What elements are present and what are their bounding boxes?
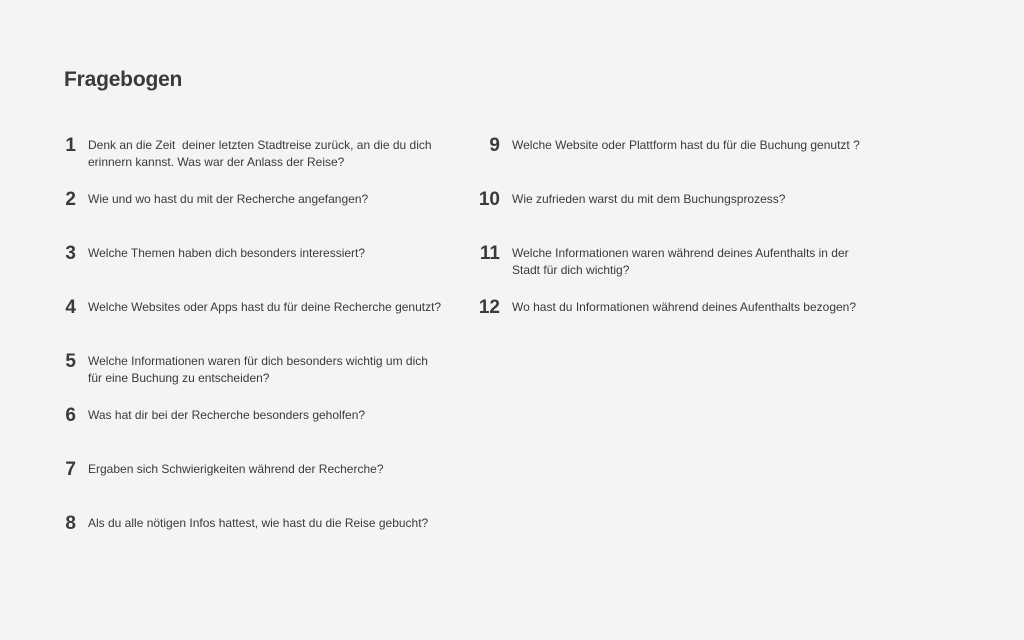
question-number: 11 <box>479 243 500 264</box>
question-text: Was hat dir bei der Recherche besonders geholfen? <box>88 408 366 422</box>
question-number: 10 <box>478 189 500 210</box>
question-text: Welche Informationen waren während deines Aufenthalts in der Stadt für dich wichtig? <box>512 246 849 277</box>
question-item <box>56 406 456 460</box>
question-text: Welche Themen haben dich besonders interessiert? <box>88 246 366 260</box>
question-number: 3 <box>65 243 76 264</box>
question-item <box>466 298 886 352</box>
question-text: Welche Website oder Plattform hast du für die Buchung genutzt ? <box>512 138 860 152</box>
question-text: Wie und wo hast du mit der Recherche angefangen? <box>88 192 369 206</box>
page-title: Fragebogen <box>64 68 183 91</box>
question-item <box>466 190 886 244</box>
question-text: Wo hast du Informationen während deines Aufenthalts bezogen? <box>512 300 857 314</box>
question-text: Ergaben sich Schwierigkeiten während der Recherche? <box>88 462 384 476</box>
question-item <box>56 190 456 244</box>
question-number: 5 <box>65 351 76 372</box>
question-item <box>466 244 886 298</box>
questions-right-column <box>466 136 886 352</box>
questions-left-column <box>56 136 456 568</box>
question-text: Wie zufrieden warst du mit dem Buchungsprozess? <box>512 192 786 206</box>
question-item <box>56 514 456 568</box>
question-text: Als du alle nötigen Infos hattest, wie hast du die Reise gebucht? <box>88 516 429 530</box>
question-number: 7 <box>65 459 76 480</box>
question-number: 8 <box>65 513 76 534</box>
question-number: 4 <box>65 297 76 318</box>
question-item <box>466 136 886 190</box>
question-item <box>56 352 456 406</box>
question-item <box>56 460 456 514</box>
question-number: 9 <box>489 135 500 156</box>
question-text: Welche Websites oder Apps hast du für deine Recherche genutzt? <box>88 300 442 314</box>
question-number: 12 <box>478 297 500 318</box>
question-number: 2 <box>65 189 76 210</box>
question-item <box>56 244 456 298</box>
question-text: Denk an die Zeit deiner letzten Stadtreise zurück, an die du dich erinnern kannst. Was war der Anlass der Reise? <box>88 138 432 169</box>
question-number: 6 <box>65 405 76 426</box>
question-number: 1 <box>65 135 76 156</box>
question-text: Welche Informationen waren für dich besonders wichtig um dich für eine Buchung zu entscheiden? <box>88 354 428 385</box>
question-item <box>56 136 456 190</box>
question-item <box>56 298 456 352</box>
